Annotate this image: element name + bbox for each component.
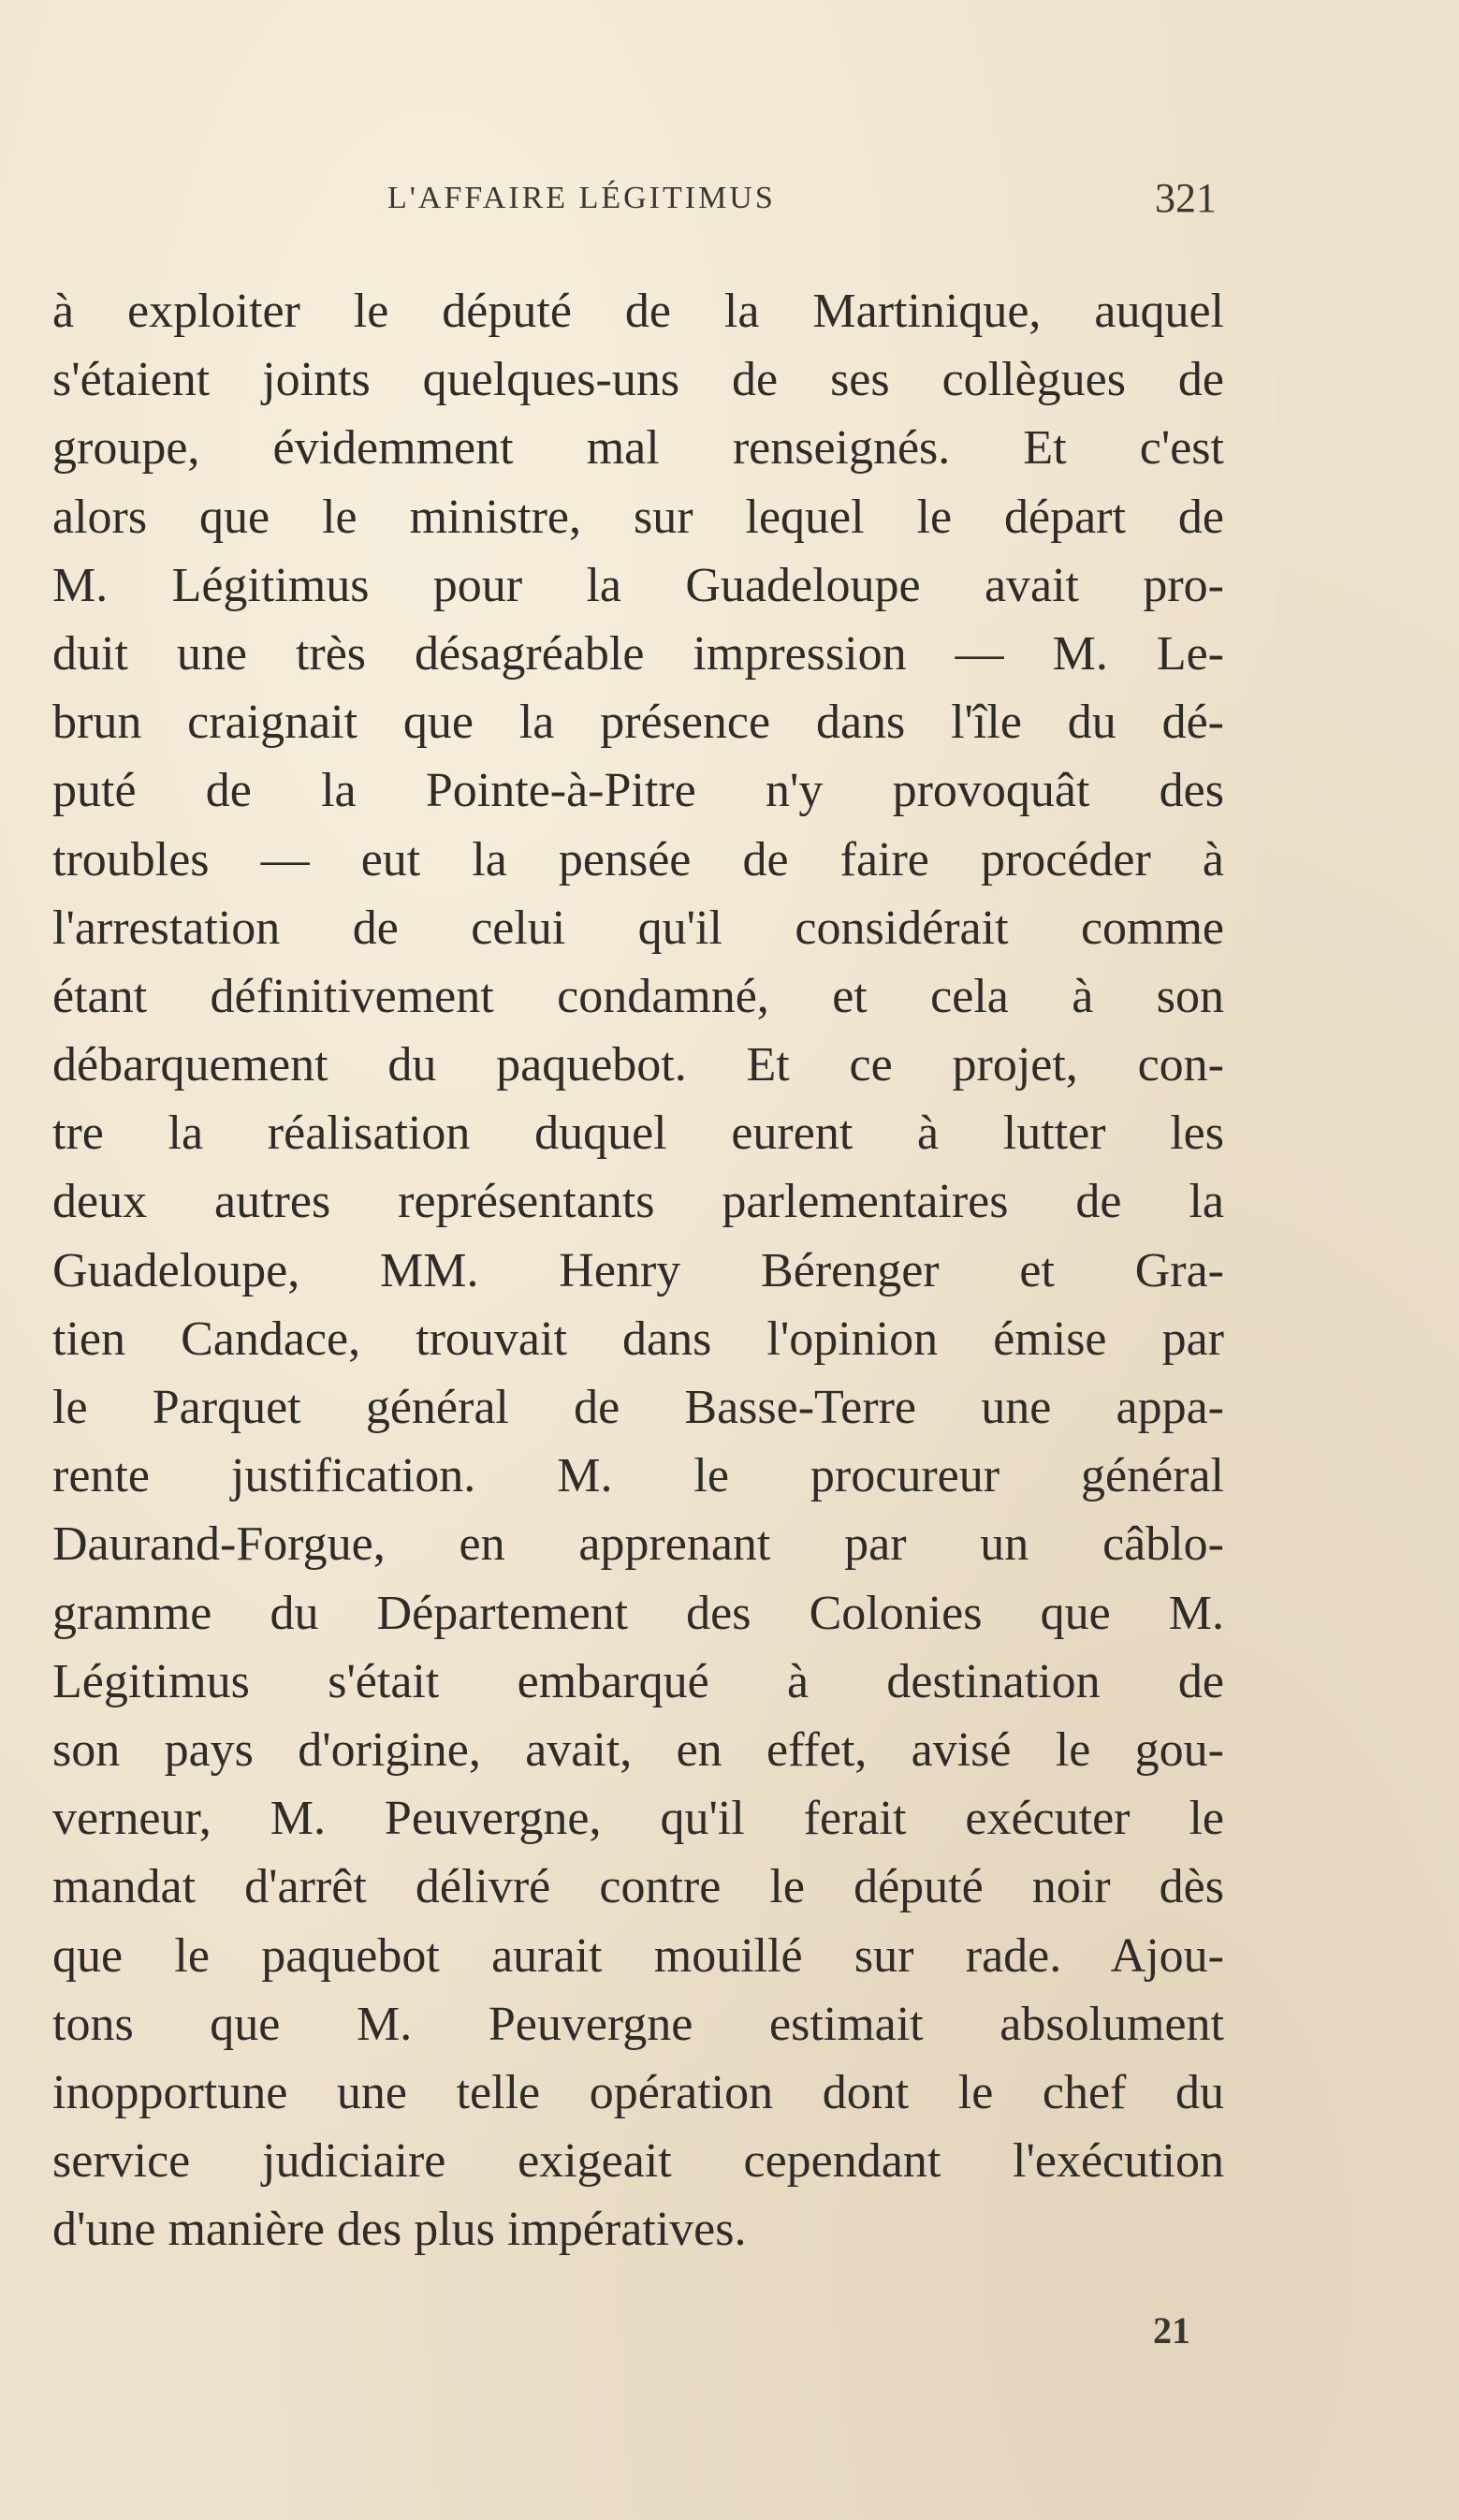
text-line: puté de la Pointe-à-Pitre n'y provoquât des (52, 764, 1224, 818)
text-line: brun craignait que la présence dans l'île du dé- (52, 696, 1224, 750)
text-line: deux autres représentants parlementaires de la (52, 1175, 1224, 1229)
text-line: l'arrestation de celui qu'il considérait comme (52, 901, 1224, 955)
text-line: tien Candace, trouvait dans l'opinion émise par (52, 1311, 1224, 1366)
body-text (52, 277, 1224, 2264)
running-title: L'AFFAIRE LÉGITIMUS (387, 181, 776, 215)
text-line: verneur, M. Peuvergne, qu'il ferait exécuter le (52, 1792, 1224, 1846)
text-line: à exploiter le député de la Martinique, auquel (52, 285, 1224, 338)
signature-mark: 21 (1153, 2309, 1190, 2352)
text-line: d'une manière des plus impératives. (52, 2203, 747, 2257)
text-line: tons que M. Peuvergne estimait absolument (52, 1997, 1224, 2051)
running-head (387, 170, 1217, 227)
text-line: que le paquebot aurait mouillé sur rade. Ajou- (52, 1928, 1224, 1983)
text-line: alors que le ministre, sur lequel le départ de (52, 490, 1224, 544)
text-line: M. Légitimus pour la Guadeloupe avait pro- (52, 558, 1224, 612)
text-line: gramme du Département des Colonies que M. (52, 1586, 1224, 1640)
text-line: service judiciaire exigeait cependant l'exécution (52, 2134, 1224, 2189)
text-line: mandat d'arrêt délivré contre le député noir dès (52, 1860, 1224, 1914)
text-line: groupe, évidemment mal renseignés. Et c'est (52, 421, 1224, 476)
text-line: Daurand-Forgue, en apprenant par un câblo- (52, 1517, 1224, 1572)
text-line: rente justification. M. le procureur général (52, 1449, 1224, 1503)
text-line: débarquement du paquebot. Et ce projet, con- (52, 1038, 1224, 1092)
text-line: Guadeloupe, MM. Henry Bérenger et Gra- (52, 1243, 1224, 1297)
text-line: troubles — eut la pensée de faire procéder à (52, 832, 1224, 886)
text-line: inopportune une telle opération dont le chef du (52, 2065, 1224, 2119)
text-line: son pays d'origine, avait, en effet, avisé le gou- (52, 1722, 1224, 1777)
text-line: Légitimus s'était embarqué à destination de (52, 1654, 1224, 1708)
text-line: étant définitivement condamné, et cela à son (52, 969, 1224, 1023)
page-number: 321 (1155, 175, 1217, 221)
text-line: duit une très désagréable impression — M. Le- (52, 626, 1224, 681)
text-line: tre la réalisation duquel eurent à lutter les (52, 1106, 1224, 1161)
text-line: le Parquet général de Basse-Terre une appa- (52, 1381, 1224, 1434)
text-line: s'étaient joints quelques-uns de ses collègues de (52, 353, 1224, 407)
